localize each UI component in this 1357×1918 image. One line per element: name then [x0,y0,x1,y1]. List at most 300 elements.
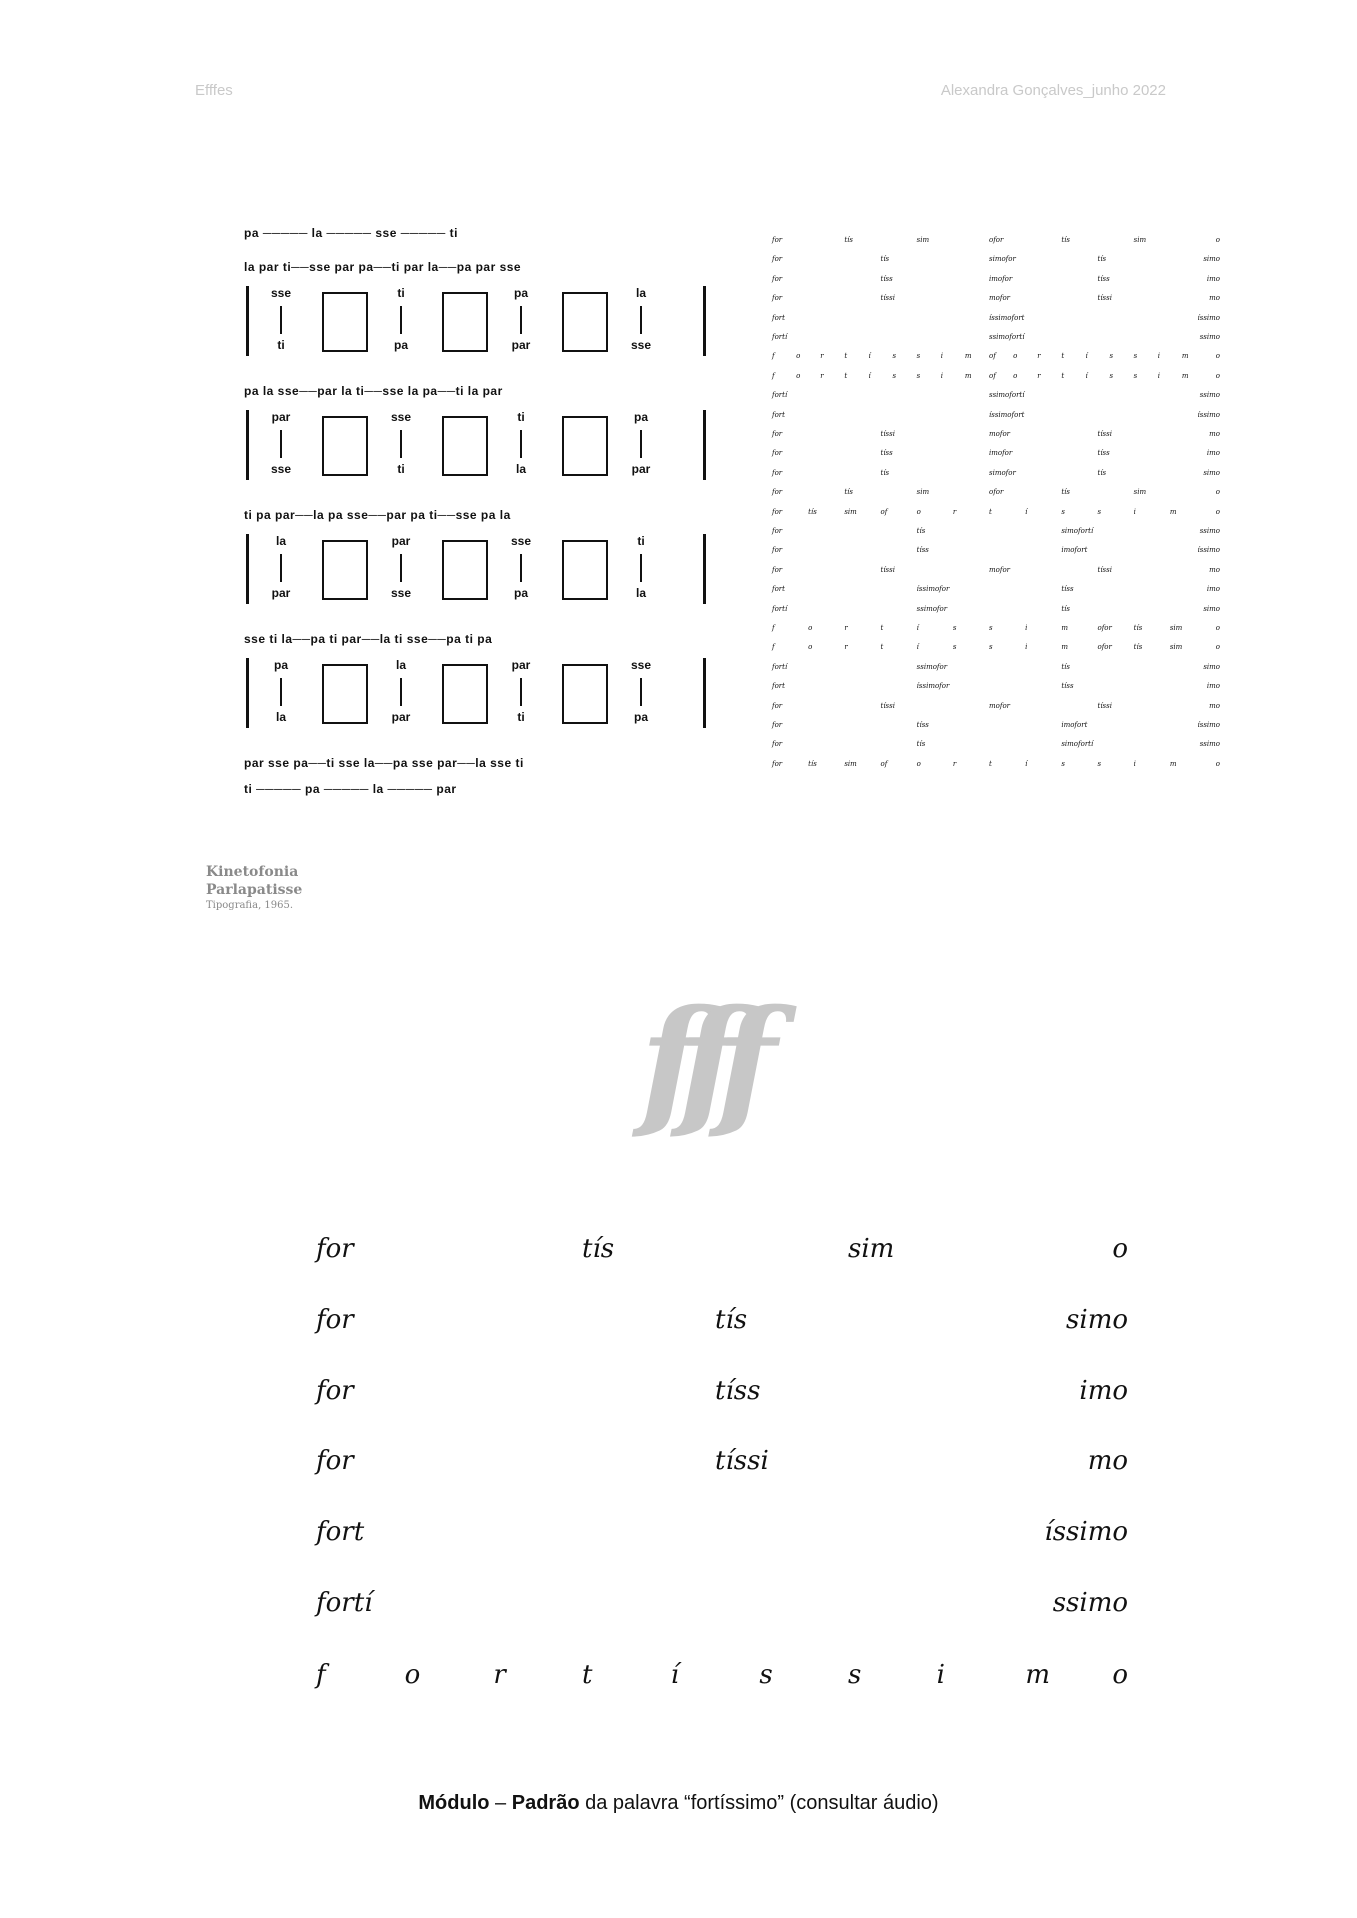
small-grid-token: tís [808,759,817,768]
small-grid-token: o [1215,236,1220,244]
small-grid-token: mo [1209,430,1220,438]
small-grid-token: sim [916,488,930,497]
small-grid-token: s [892,352,897,361]
small-grid-token: m [1169,507,1177,516]
small-grid-token: mofor [989,565,1011,574]
small-grid-token: o [1215,371,1220,380]
border-bar [246,286,249,356]
pattern-syllable: i [936,1660,945,1690]
small-grid-token: sim [1169,624,1183,632]
small-grid-row [772,352,1220,372]
small-grid-token: í [916,624,919,632]
cell-word-top: par [511,658,531,672]
small-grid-token: r [1037,371,1041,380]
small-grid-token: imofort [1061,721,1088,729]
figure-caption [206,863,302,913]
small-grid-token: i [940,371,944,380]
small-grid-token: m [1181,352,1189,361]
footer-rest: da palavra “fortíssimo” (consultar áudio) [579,1792,939,1814]
cell-connector [400,306,402,334]
small-grid-token: tíss [916,721,929,729]
cell-connector [640,430,642,458]
small-grid-token: sim [1133,488,1147,497]
fff-logo [630,990,830,1150]
small-grid-token: f [772,371,775,380]
pattern-syllable: for [316,1305,354,1335]
pattern-syllable: m [1025,1660,1050,1690]
border-bar [703,286,706,356]
square-frame [562,540,608,600]
small-grid-token: fort [772,585,785,594]
cell-connector [400,430,402,458]
pattern-row [316,1660,1128,1700]
small-grid-token: o [1013,352,1018,361]
small-grid-token: tís [1061,662,1070,671]
pattern-syllable: íssimo [1044,1517,1128,1547]
small-grid-token: simo [1203,468,1220,477]
small-grid-token: o [1215,352,1220,361]
pattern-syllable: s [759,1660,773,1690]
cell-connector [400,554,402,582]
small-grid-token: fort [772,682,785,691]
cell-connector [520,430,522,458]
cell-connector [640,554,642,582]
small-grid-token: t [1061,352,1065,361]
small-grid-token: íssimofort [989,410,1025,419]
pattern-syllable: o [1112,1660,1128,1690]
pattern-syllable: fort [316,1517,365,1547]
cell-word-bottom: par [391,710,411,724]
cell-word-top: pa [513,286,528,300]
small-grid-token: simofor [989,255,1016,264]
cell-word-top: sse [270,286,292,300]
small-grid-token: í [868,371,871,380]
small-grid-token: íssimofor [916,585,950,594]
kinetofonia-row: sse ti la──pa ti par──la ti sse──pa ti pa [244,632,493,646]
cell-word-top: sse [390,410,412,424]
small-grid-token: simofor [989,468,1016,477]
kinetofonia-row: la par ti──sse par pa──ti par la──pa par sse [244,260,522,274]
small-grid-token: for [772,527,783,535]
small-grid-row [772,236,1220,256]
small-grid-token: tís [916,740,926,749]
small-grid-token: sim [1133,236,1147,244]
cell-connector [520,306,522,334]
small-grid-token: tís [844,488,853,497]
small-grid-token: s [1109,352,1114,361]
small-grid-token: ofor [1097,643,1112,652]
small-grid-token: r [1037,352,1041,361]
small-grid-token: í [1085,371,1088,380]
small-grid-row [772,527,1220,547]
small-grid-row [772,546,1220,566]
small-grid-token: simofortí [1061,740,1094,749]
small-grid-row [772,663,1220,683]
cell-word-top: la [275,534,286,548]
pattern-syllable: imo [1079,1376,1128,1406]
small-grid-token: í [1025,759,1028,768]
pattern-syllable: tíss [715,1376,761,1406]
small-grid-token: for [772,430,783,438]
small-grid-token: simo [1203,255,1220,264]
small-grid-token: for [772,546,783,555]
pattern-syllable: r [493,1660,506,1690]
small-grid-token: for [772,449,783,458]
small-grid-token: for [772,759,783,768]
small-grid-token: tíss [880,449,893,458]
cell-word-bottom: sse [630,338,652,352]
border-bar [246,658,249,728]
pattern-syllable: o [404,1660,421,1690]
small-grid-token: tís [1061,604,1070,613]
small-grid-token: r [820,352,824,361]
small-grid-token: íssimo [1197,410,1220,419]
small-grid-token: s [989,624,993,632]
square-frame [442,416,488,476]
pattern-row [316,1588,1128,1628]
pattern-syllable: f [316,1660,326,1690]
pattern-syllable: for [316,1234,354,1264]
kinetofonia-row: par sse pa──ti sse la──pa sse par──la sse ti [244,756,524,770]
small-grid-token: í [868,352,871,361]
small-grid-token: ssimo [1199,740,1220,749]
small-grid-row [772,469,1220,489]
caption-title-2: Parlapatisse [206,882,303,898]
small-grid-token: ssimofor [916,662,948,671]
small-grid-row [772,585,1220,605]
small-grid-token: s [1133,352,1138,361]
pattern-syllable: t [582,1660,593,1690]
cell-word-bottom: ti [397,462,405,476]
small-grid-token: tíss [1097,274,1110,283]
small-grid-token: of [989,371,996,380]
small-grid-row [772,682,1220,702]
small-grid-token: ssimofor [916,604,948,613]
small-grid-token: for [772,488,783,497]
footer-bold-padrao: Padrão [511,1792,580,1814]
cell-word-bottom: pa [393,338,408,352]
small-grid-token: for [772,236,783,244]
small-grid-token: of [989,352,996,361]
cell-word-bottom: pa [633,710,648,724]
small-grid-token: f [772,643,775,652]
small-grid-token: fort [772,410,785,419]
small-grid-token: s [989,643,993,652]
small-grid-token: tíssi [1097,701,1112,710]
small-grid-token: r [952,759,957,768]
small-grid-token: s [952,643,957,652]
kinetofonia-row: pa la sse──par la ti──sse la pa──ti la par [244,384,503,398]
cell-connector [520,678,522,706]
small-grid-token: imofort [1061,546,1088,555]
cell-connector [400,678,402,706]
square-frame [322,416,368,476]
square-frame [322,292,368,352]
small-grid-token: s [1061,759,1065,768]
small-grid-token: o [1215,488,1220,497]
small-grid-token: tíssi [880,430,895,438]
cell-word-top: la [395,658,406,672]
small-grid-token: fortí [772,604,788,613]
small-grid-token: ofor [989,236,1004,244]
small-grid-row [772,411,1220,431]
small-grid-token: of [880,759,888,768]
small-grid-token: s [916,371,921,380]
small-grid-token: simofortí [1061,527,1094,535]
small-grid-token: íssimo [1197,546,1220,555]
small-grid-token: tíssi [1097,294,1112,303]
header-right: Alexandra Gonçalves_junho 2022 [940,82,1166,99]
header-left: Efffes [195,82,233,99]
pattern-syllable: í [670,1660,679,1690]
cell-connector [280,554,282,582]
square-frame [322,540,368,600]
small-grid-token: tís [1133,643,1143,652]
small-grid-token: m [964,371,972,380]
small-grid-token: o [796,352,801,361]
small-grid-row [772,391,1220,411]
cell-word-bottom: la [635,586,646,600]
square-frame [442,540,488,600]
small-grid-token: íssimo [1197,313,1220,322]
small-grid-row [772,508,1220,528]
cell-word-top: ti [397,286,405,300]
pattern-syllable: tís [582,1234,615,1264]
small-grid-token: for [772,468,783,477]
small-grid-token: i [1025,643,1028,652]
small-grid-token: i [1157,352,1161,361]
caption-title-1: Kinetofonia [206,864,299,880]
small-grid-token: for [772,274,783,283]
small-grid-token: s [1097,507,1102,516]
small-grid-token: sim [844,759,857,768]
small-grid-token: tíss [880,274,893,283]
small-grid-token: imofor [989,449,1013,458]
cell-connector [280,430,282,458]
small-grid-token: for [772,721,783,729]
square-frame [562,292,608,352]
border-bar [703,658,706,728]
small-grid-token: ssimo [1199,333,1220,341]
small-grid-token: imo [1206,585,1220,594]
small-grid-token: mofor [989,294,1011,303]
small-grid-token: i [1025,624,1028,632]
pattern-row [316,1446,1128,1486]
small-grid-token: r [820,371,824,380]
small-grid-token: for [772,255,783,264]
figure-footer-caption [0,1792,1357,1815]
small-grid-token: of [880,507,888,516]
small-grid-row [772,740,1220,760]
small-grid-row [772,605,1220,625]
small-grid-token: o [796,371,801,380]
cell-word-top: sse [630,658,652,672]
cell-word-bottom: ti [277,338,285,352]
small-grid-token: mofor [989,430,1011,438]
small-grid-token: í [1025,507,1028,516]
border-bar [703,410,706,480]
cell-word-top: la [635,286,646,300]
small-grid-token: íssimofort [989,313,1025,322]
small-grid-token: fortí [772,333,788,341]
small-grid-token: fort [772,313,785,322]
small-grid-row [772,624,1220,644]
small-grid-token: sim [1169,643,1183,652]
small-grid-row [772,372,1220,392]
small-grid-row [772,566,1220,586]
small-grid-token: ssimofortí [989,333,1025,341]
small-grid-row [772,255,1220,275]
small-grid-token: tís [1097,255,1107,264]
small-grid-token: m [964,352,972,361]
small-grid-token: for [772,740,783,749]
small-grid-token: mofor [989,701,1011,710]
cell-word-bottom: par [271,586,291,600]
small-grid-token: s [892,371,897,380]
small-grid-token: f [772,624,775,632]
pattern-syllable: tís [715,1305,748,1335]
small-grid-token: for [772,565,783,574]
kinetofonia-row: ti ───── pa ───── la ───── par [244,782,457,796]
svg-text:fff: fff [640,990,755,1144]
small-grid-token: simo [1203,604,1220,613]
pattern-syllable: for [316,1446,354,1476]
small-grid-token: í [1085,352,1088,361]
small-grid-token: t [1061,371,1065,380]
small-grid-token: tís [1061,236,1070,244]
small-grid-token: tís [880,468,890,477]
small-grid-token: i [1157,371,1161,380]
pattern-row [316,1234,1128,1274]
kinetofonia-row: ti pa par──la pa sse──par pa ti──sse pa la [244,508,511,522]
small-grid-token: ssimo [1199,391,1220,400]
border-bar [246,534,249,604]
small-grid-token: imo [1206,274,1220,283]
square-frame [442,664,488,724]
small-grid-token: mo [1209,294,1220,303]
square-frame [322,664,368,724]
small-grid-token: tíssi [880,701,895,710]
small-grid-token: tíss [1061,682,1074,691]
small-grid-token: t [880,643,884,652]
small-grid-token: m [1061,624,1068,632]
small-grid-token: t [989,759,992,768]
small-grid-token: f [772,352,775,361]
small-grid-token: tíssi [880,565,895,574]
small-grid-token: fortí [772,391,788,400]
small-grid-token: ssimofortí [989,391,1025,400]
pattern-syllable: s [848,1660,862,1690]
small-grid-token: imo [1206,449,1220,458]
fortissimo-small-grid [772,236,1220,776]
small-grid-token: r [844,624,848,632]
cell-word-top: ti [517,410,525,424]
small-grid-token: o [1215,643,1220,652]
small-grid-token: sim [916,236,930,244]
cell-connector [520,554,522,582]
small-grid-token: tís [808,507,817,516]
cell-word-top: pa [633,410,648,424]
small-grid-token: tís [880,255,890,264]
small-grid-token: simo [1203,662,1220,671]
small-grid-token: tís [1097,468,1107,477]
small-grid-token: r [952,507,957,516]
small-grid-token: s [916,352,921,361]
border-bar [246,410,249,480]
small-grid-token: o [1215,759,1220,768]
small-grid-token: o [808,643,813,652]
cell-word-top: pa [273,658,288,672]
small-grid-token: íssimofor [916,682,950,691]
small-grid-token: tíssi [1097,565,1112,574]
pattern-row [316,1517,1128,1557]
pattern-syllable: tíssi [715,1446,769,1476]
cell-word-bottom: par [631,462,651,476]
small-grid-row [772,333,1220,353]
cell-connector [280,678,282,706]
cell-word-top: par [271,410,291,424]
small-grid-token: o [808,624,813,632]
small-grid-row [772,702,1220,722]
cell-connector [640,678,642,706]
small-grid-token: tíssi [1097,430,1112,438]
square-frame [562,416,608,476]
small-grid-token: t [844,371,848,380]
cell-word-bottom: sse [270,462,292,476]
small-grid-token: for [772,294,783,303]
small-grid-token: tíssi [880,294,895,303]
small-grid-row [772,488,1220,508]
pattern-syllable: fortí [316,1588,373,1618]
cell-word-bottom: sse [390,586,412,600]
footer-bold-modulo: Módulo [418,1792,490,1814]
pattern-row [316,1376,1128,1416]
small-grid-token: s [952,624,957,632]
small-grid-token: for [772,701,783,710]
small-grid-token: i [940,352,944,361]
cell-word-top: sse [510,534,532,548]
small-grid-row [772,314,1220,334]
small-grid-token: o [916,507,921,516]
pattern-syllable: sim [848,1234,895,1264]
border-bar [703,534,706,604]
cell-word-bottom: ti [517,710,525,724]
small-grid-token: ofor [1097,624,1112,632]
small-grid-token: s [1133,371,1138,380]
small-grid-token: o [1215,624,1220,632]
cell-connector [280,306,282,334]
small-grid-row [772,294,1220,314]
small-grid-row [772,430,1220,450]
small-grid-token: t [844,352,848,361]
small-grid-token: s [1097,759,1102,768]
small-grid-token: r [844,643,848,652]
small-grid-row [772,275,1220,295]
small-grid-token: mo [1209,565,1220,574]
pattern-syllable: mo [1087,1446,1128,1476]
cell-word-bottom: par [511,338,531,352]
small-grid-token: fortí [772,662,788,671]
pattern-syllable: o [1112,1234,1128,1264]
small-grid-token: tís [1061,488,1070,497]
small-grid-token: ofor [989,488,1004,497]
small-grid-token: ssimo [1199,527,1220,535]
square-frame [562,664,608,724]
cell-word-bottom: pa [513,586,528,600]
small-grid-token: i [1133,759,1136,768]
small-grid-token: m [1169,759,1177,768]
cell-word-bottom: la [515,462,526,476]
